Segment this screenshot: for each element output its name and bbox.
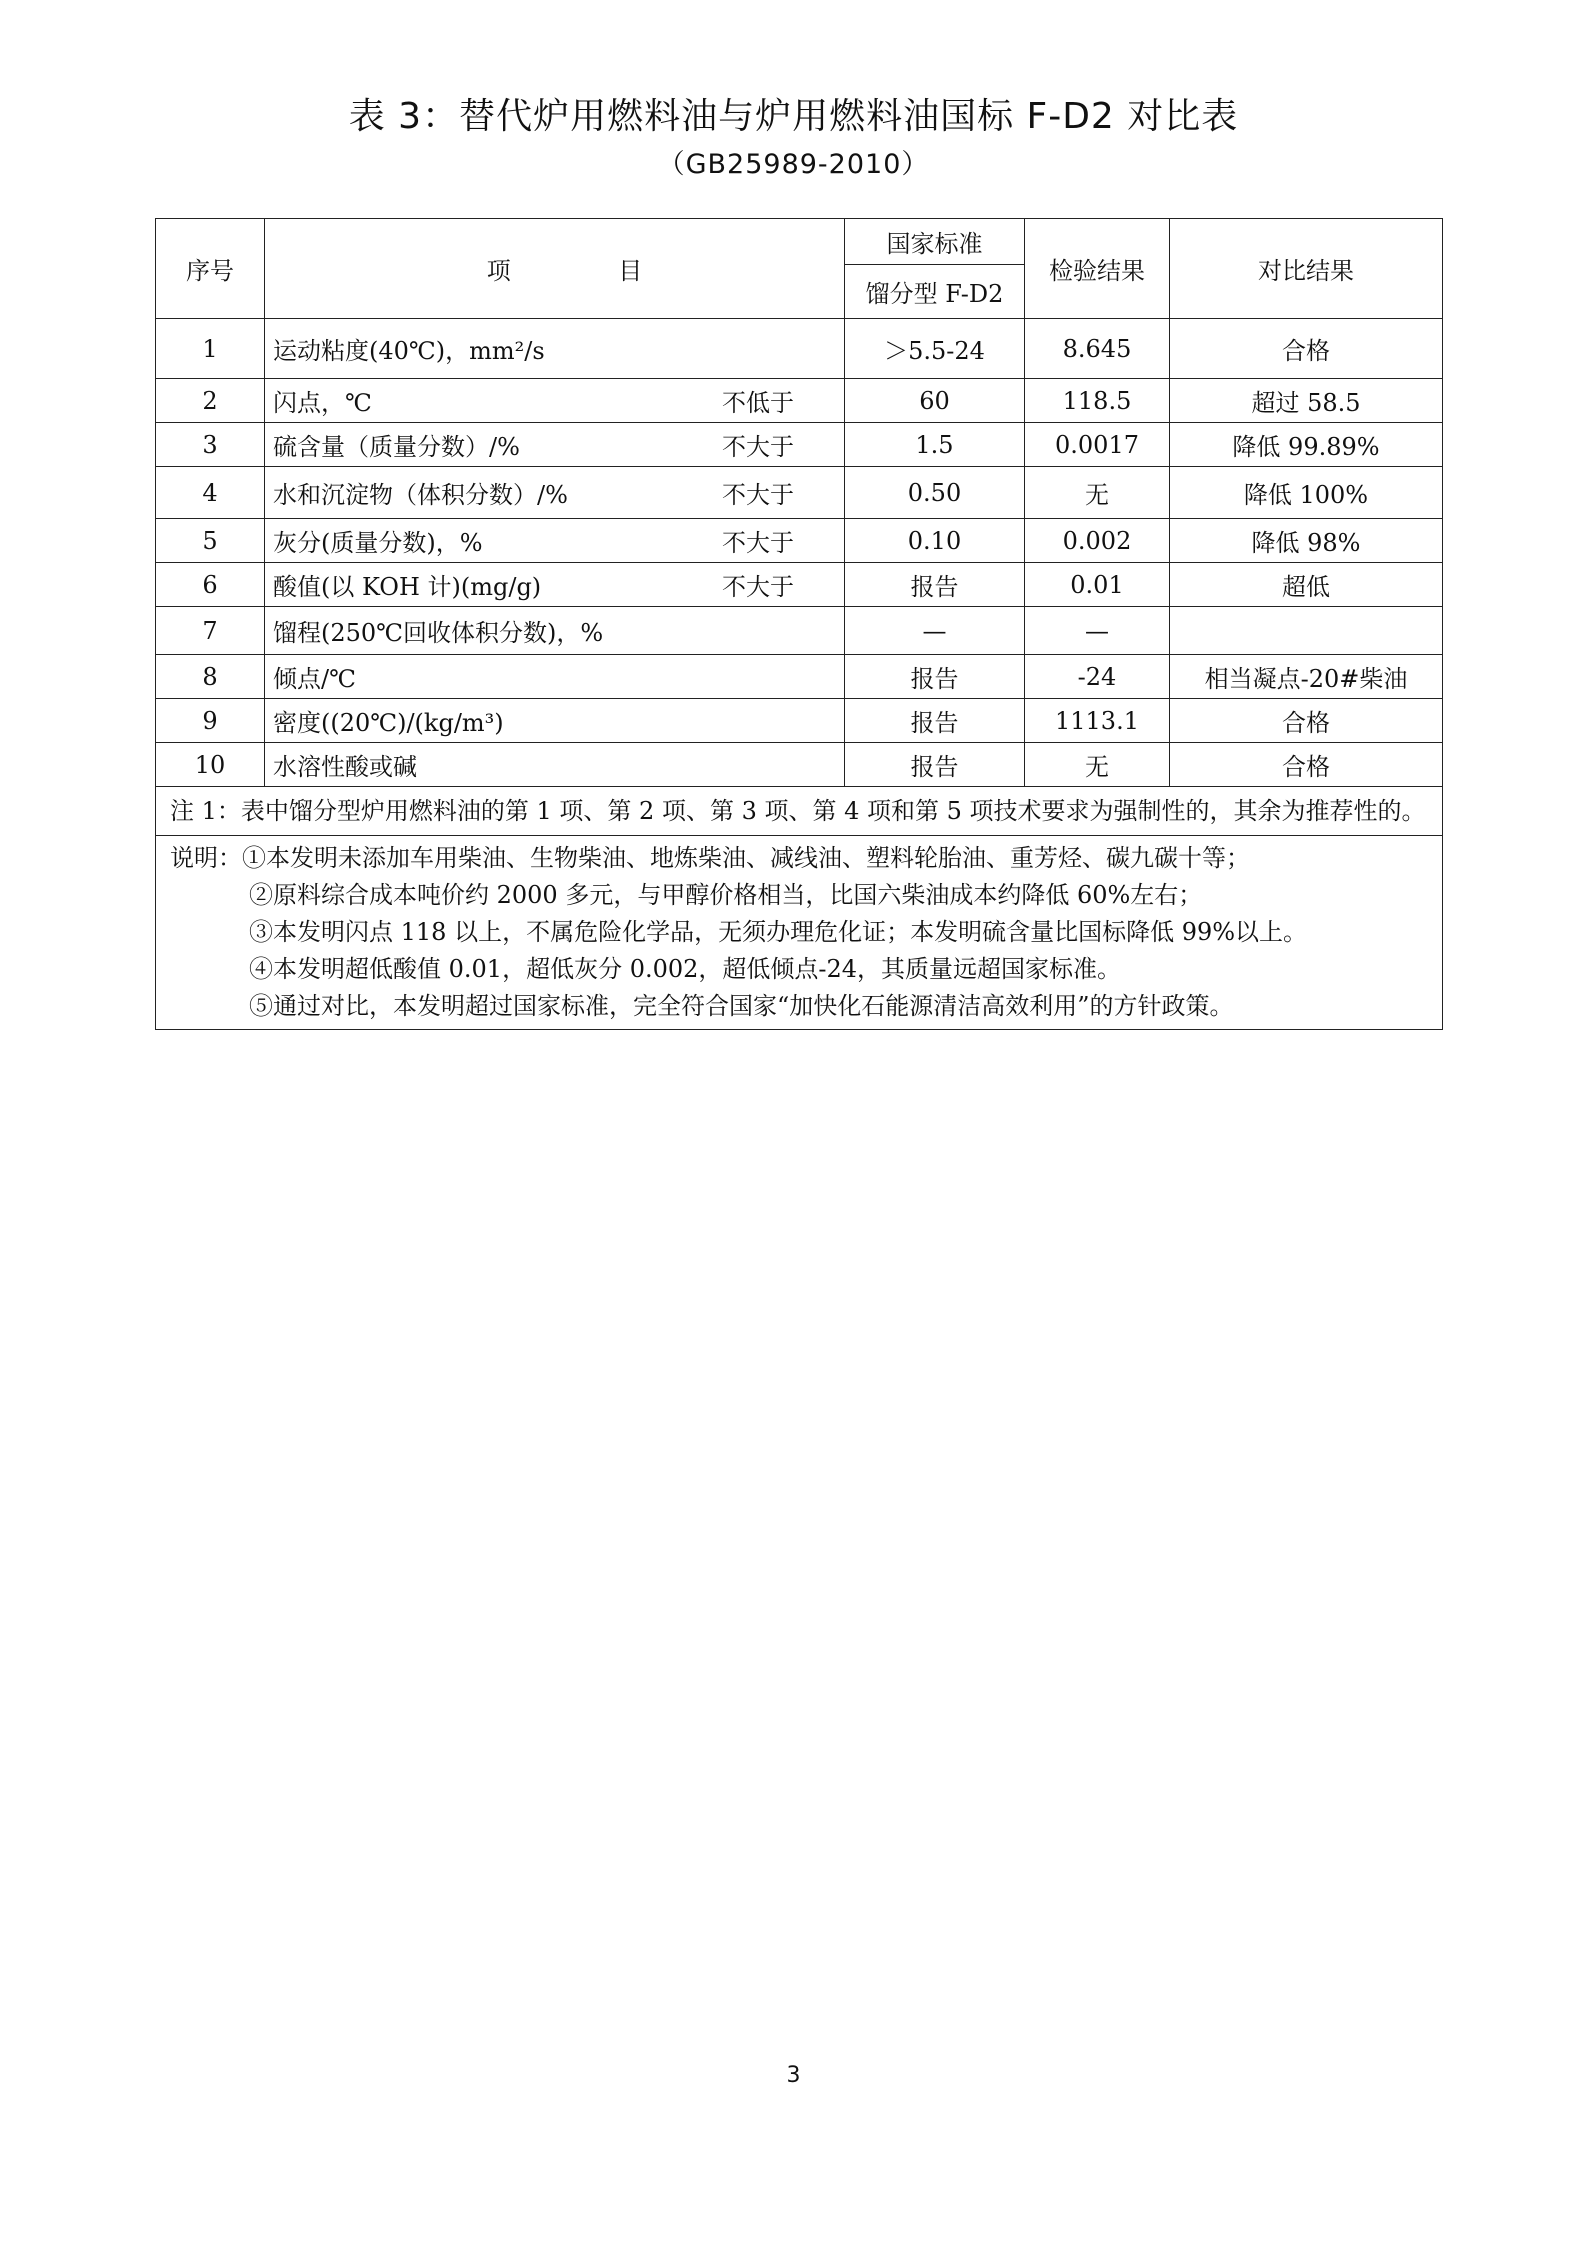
row-no: 6 [156, 563, 265, 607]
row-item [265, 563, 845, 607]
table-row [156, 467, 1443, 519]
row-item-name: 酸值(以 KOH 计)(mg/g) [273, 573, 542, 601]
row-comparison: 相当凝点-20#柴油 [1170, 655, 1443, 699]
row-qualifier [794, 703, 836, 738]
row-no: 5 [156, 519, 265, 563]
row-item [265, 607, 845, 655]
document-subtitle: （GB25989-2010） [657, 149, 930, 180]
table-row [156, 743, 1443, 787]
header-no: 序号 [156, 219, 265, 319]
row-item [265, 423, 845, 467]
row-result: 118.5 [1025, 379, 1170, 423]
header-distillate-type: 馏分型 F-D2 [845, 265, 1025, 319]
row-qualifier [794, 747, 836, 782]
row-standard: 60 [845, 379, 1025, 423]
explanation-line-3: ③本发明闪点 118 以上，不属危险化学品，无须办理危化证；本发明硫含量比国标降低 99%以上。 [249, 918, 1308, 946]
row-standard: 1.5 [845, 423, 1025, 467]
row-qualifier: 不大于 [722, 529, 794, 557]
row-result: 无 [1025, 467, 1170, 519]
table-row [156, 655, 1443, 699]
header-national-standard: 国家标准 [845, 219, 1025, 265]
explanation-label: 说明： [170, 844, 242, 872]
row-result: 1113.1 [1025, 699, 1170, 743]
row-result: 8.645 [1025, 319, 1170, 379]
row-qualifier [794, 613, 836, 648]
row-qualifier [794, 659, 836, 694]
row-standard: 报告 [845, 563, 1025, 607]
row-standard: 0.50 [845, 467, 1025, 519]
table-row [156, 319, 1443, 379]
row-result: 0.01 [1025, 563, 1170, 607]
table-row [156, 423, 1443, 467]
document-title: 表 3：替代炉用燃料油与炉用燃料油国标 F-D2 对比表 [348, 96, 1239, 137]
row-standard: ＞5.5-24 [845, 319, 1025, 379]
row-qualifier: 不大于 [722, 433, 794, 461]
row-item [265, 655, 845, 699]
row-item-name: 运动粘度(40℃)，mm²/s [273, 337, 545, 365]
row-comparison: 合格 [1170, 743, 1443, 787]
header-item-right: 目 [618, 257, 643, 285]
row-standard: — [845, 607, 1025, 655]
row-no: 4 [156, 467, 265, 519]
header-test-result: 检验结果 [1025, 219, 1170, 319]
row-item-name: 水和沉淀物（体积分数）/% [273, 481, 568, 509]
row-result: 0.0017 [1025, 423, 1170, 467]
table-row [156, 519, 1443, 563]
row-item [265, 519, 845, 563]
row-qualifier: 不低于 [722, 389, 794, 417]
row-item [265, 379, 845, 423]
row-no: 3 [156, 423, 265, 467]
explanation-line-5: ⑤通过对比，本发明超过国家标准，完全符合国家“加快化石能源清洁高效利用”的方针政策。 [249, 992, 1234, 1020]
row-standard: 报告 [845, 655, 1025, 699]
row-qualifier [794, 331, 836, 366]
row-item-name: 密度((20℃)/(kg/m³) [273, 709, 504, 737]
row-item [265, 699, 845, 743]
row-no: 10 [156, 743, 265, 787]
page-number: 3 [786, 2063, 801, 2088]
row-no: 1 [156, 319, 265, 379]
row-result: 0.002 [1025, 519, 1170, 563]
row-item [265, 319, 845, 379]
row-no: 2 [156, 379, 265, 423]
comparison-table [155, 218, 1443, 1030]
explanation-row [156, 836, 1443, 1030]
row-item [265, 467, 845, 519]
table-note: 注 1：表中馏分型炉用燃料油的第 1 项、第 2 项、第 3 项、第 4 项和第 5 项技术要求为强制性的，其余为推荐性的。 [156, 787, 1443, 836]
row-result: — [1025, 607, 1170, 655]
row-no: 9 [156, 699, 265, 743]
explanation-line-4: ④本发明超低酸值 0.01，超低灰分 0.002，超低倾点-24，其质量远超国家标准。 [249, 955, 1122, 983]
row-comparison: 降低 100% [1170, 467, 1443, 519]
row-result: 无 [1025, 743, 1170, 787]
row-no: 7 [156, 607, 265, 655]
row-standard: 报告 [845, 699, 1025, 743]
row-comparison: 超过 58.5 [1170, 379, 1443, 423]
row-item-name: 灰分(质量分数)，% [273, 529, 483, 557]
row-comparison: 合格 [1170, 699, 1443, 743]
row-item-name: 闪点，℃ [273, 389, 372, 417]
row-no: 8 [156, 655, 265, 699]
row-qualifier: 不大于 [722, 573, 794, 601]
row-item-name: 倾点/℃ [273, 665, 356, 693]
row-item-name: 水溶性酸或碱 [273, 753, 417, 781]
table-row [156, 379, 1443, 423]
row-item-name: 馏程(250℃回收体积分数)，% [273, 619, 604, 647]
row-result: -24 [1025, 655, 1170, 699]
row-comparison: 降低 98% [1170, 519, 1443, 563]
header-item [265, 219, 845, 319]
row-standard: 0.10 [845, 519, 1025, 563]
explanation-line-2: ②原料综合成本吨价约 2000 多元，与甲醇价格相当，比国六柴油成本约降低 60%左右； [249, 881, 1203, 909]
table-row [156, 607, 1443, 655]
header-comparison: 对比结果 [1170, 219, 1443, 319]
row-item [265, 743, 845, 787]
row-comparison: 超低 [1170, 563, 1443, 607]
row-item-name: 硫含量（质量分数）/% [273, 433, 520, 461]
table-row [156, 699, 1443, 743]
note-row [156, 787, 1443, 836]
explanation-line-1: 说明：①本发明未添加车用柴油、生物柴油、地炼柴油、减线油、塑料轮胎油、重芳烃、碳九碳十等； [170, 844, 1250, 872]
row-comparison [1170, 607, 1443, 655]
row-comparison: 合格 [1170, 319, 1443, 379]
header-item-left: 项 [486, 257, 511, 285]
row-comparison: 降低 99.89% [1170, 423, 1443, 467]
row-standard: 报告 [845, 743, 1025, 787]
explanation-cell [156, 836, 1443, 1030]
table-row [156, 563, 1443, 607]
table-header-row [156, 219, 1443, 265]
row-qualifier: 不大于 [722, 481, 794, 509]
